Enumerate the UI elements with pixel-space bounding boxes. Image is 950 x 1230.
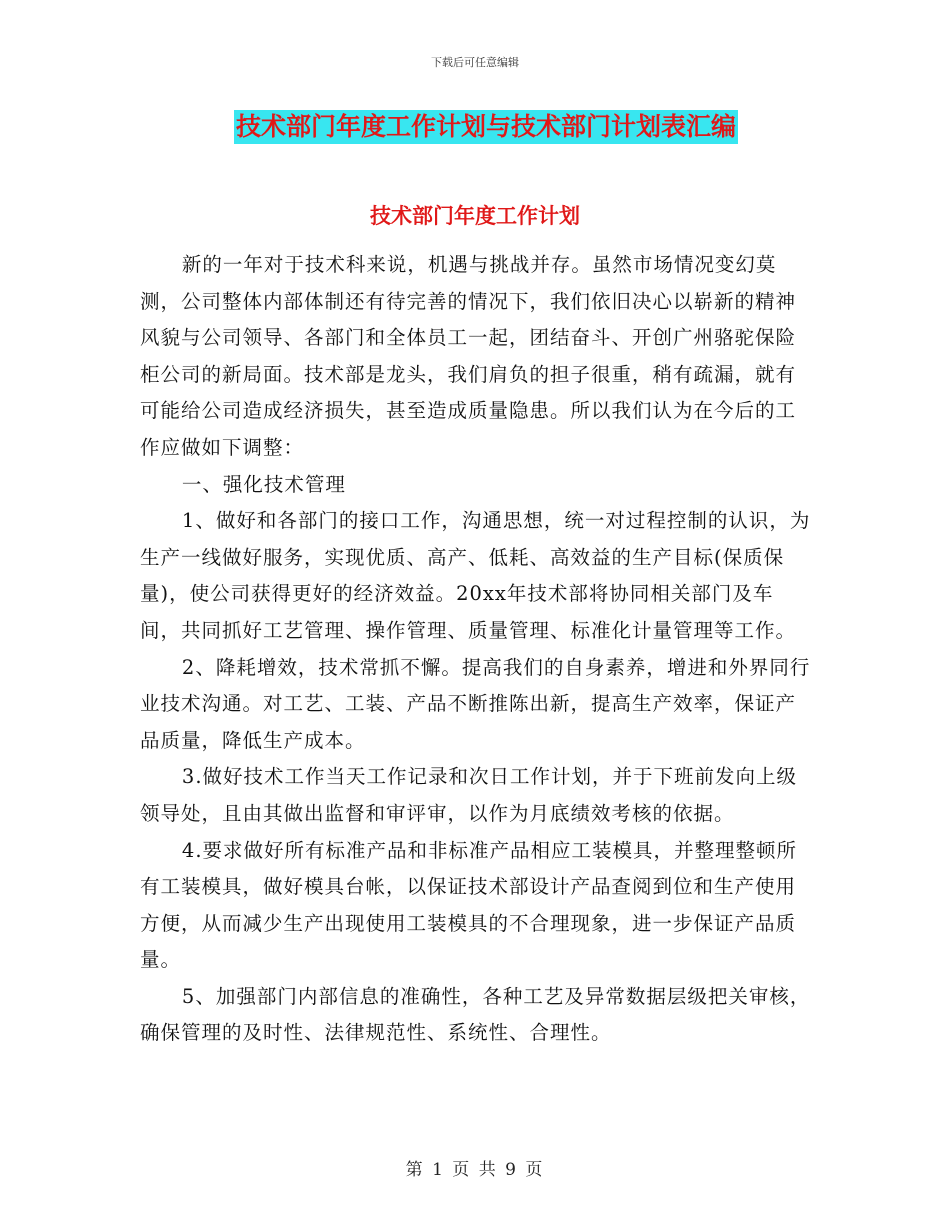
document-body bbox=[140, 247, 812, 1052]
heading-strengthen-management: 一、强化技术管理 bbox=[181, 472, 346, 496]
paragraph-item-2: 2、降耗增效，技术常抓不懈。提高我们的自身素养，增进和外界同行业技术沟通。对工艺、工装、产品不断推陈出新，提高生产效率，保证产品质量，降低生产成本。 bbox=[140, 655, 811, 752]
paragraph-item-3: 3.做好技术工作当天工作记录和次日工作计划，并于下班前发向上级领导处，且由其做出监督和审评审，以作为月底绩效考核的依据。 bbox=[140, 765, 798, 825]
paragraph-item-5: 5、加强部门内部信息的准确性，各种工艺及异常数据层级把关审核，确保管理的及时性、法律规范性、系统性、合理性。 bbox=[140, 984, 811, 1045]
paragraph-item-4: 4.要求做好所有标准产品和非标准产品相应工装模具，并整理整顿所有工装模具，做好模具台帐，以保证技术部设计产品查阅到位和生产使用方便，从而减少生产出现使用工装模具的不合理现象，进一步保证产品质量。 bbox=[140, 838, 798, 972]
paragraph-intro: 新的一年对于技术科来说，机遇与挑战并存。虽然市场情况变幻莫测，公司整体内部体制还有待完善的情况下，我们依旧决心以崭新的精神风貌与公司领导、各部门和全体员工一起，团结奋斗、开创广州骆驼保险柜公司的新局面。技术部是龙头，我们肩负的担子很重，稍有疏漏，就有可能给公司造成经济损失，甚至造成质量隐患。所以我们认为在今后的工作应做如下调整： bbox=[140, 253, 797, 459]
section-title: 技术部门年度工作计划 bbox=[370, 203, 580, 228]
page-footer: 第 1 页 共 9 页 bbox=[405, 1160, 545, 1180]
paragraph-item-1: 1、做好和各部门的接口工作，沟通思想，统一对过程控制的认识，为生产一线做好服务，实现优质、高产、低耗、高效益的生产目标(保质保量)，使公司获得更好的经济效益。20xx年技术部将协同相关部门及车间，共同抓好工艺管理、操作管理、质量管理、标准化计量管理等工作。 bbox=[140, 509, 811, 642]
document-title: 技术部门年度工作计划与技术部门计划表汇编 bbox=[234, 110, 738, 144]
header-note: 下载后可任意编辑 bbox=[431, 56, 519, 69]
